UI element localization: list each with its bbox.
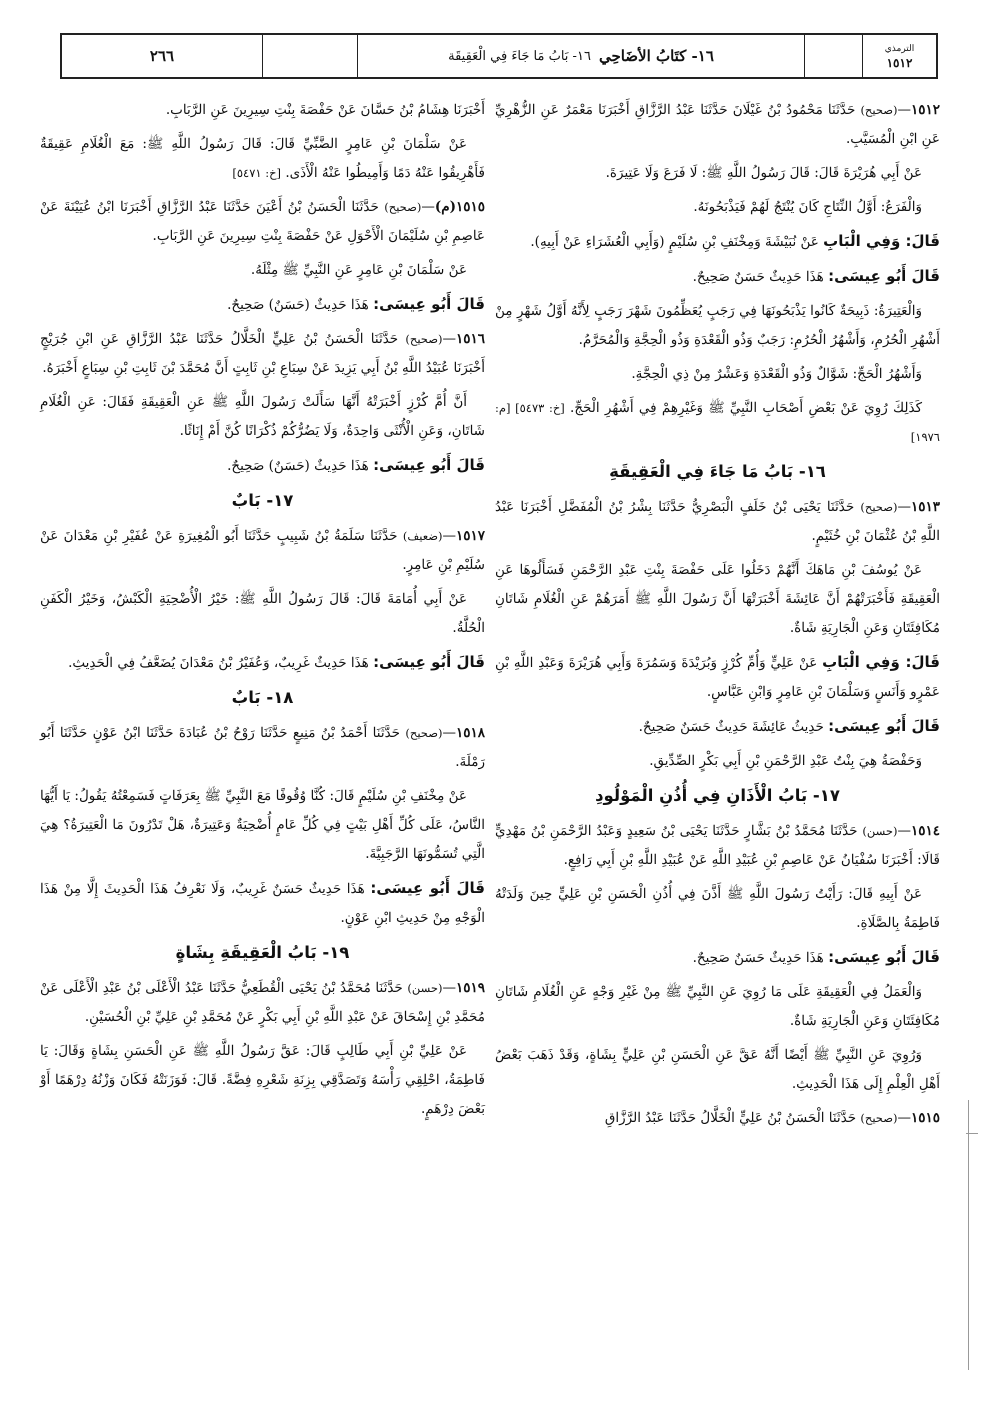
page-number: ٢٦٦: [149, 47, 175, 65]
header-empty-cell: [804, 35, 862, 77]
hadith-text: عَنْ سَلْمَانَ بْنِ عَامِرٍ الضَّبِّيِّ قَالَ: قَالَ رَسُولُ اللَّهِ ﷺ: مَعَ الْغُلَامِ عَقِيقَةٌ فَأَهْرِيقُوا عَنْهُ دَمًا وَأَمِيطُوا عَنْهُ الْأَذَى. [خ: ٥٤٧١]: [40, 136, 485, 181]
fil-bab: قَالَ: وَفِي الْبَابِ عَنْ عَلِيٍّ وَأُمِّ كُرْزٍ وَبُرَيْدَةَ وَسَمُرَةَ وَأَبِي هُرَيْرَةَ وَعَبْدِ اللَّهِ بْنِ عَمْرٍو وَأَنَسٍ وَسَلْمَانَ بْنِ عَامِرٍ وَابْنِ عَبَّاسٍ.: [495, 653, 940, 700]
commentary: وَالْعَمَلُ فِي الْعَقِيقَةِ عَلَى مَا رُوِيَ عَنِ النَّبِيِّ ﷺ مِنْ غَيْرِ وَجْهٍ عَنِ الْغُلَامِ شَاتَانِ مُكَافِئَتَانِ وَعَنِ الْجَارِيَةِ شَاةٌ.: [495, 984, 940, 1029]
chapter-heading-17: ١٧- بَابُ الْأَذَانِ فِي أُذُنِ الْمَوْلُودِ: [595, 786, 840, 805]
hadith-text: أَنَّ أُمَّ كُرْزٍ أَخْبَرَتْهُ أَنَّهَا سَأَلَتْ رَسُولَ اللَّهِ ﷺ عَنِ الْعَقِيقَةِ فَقَالَ: عَنِ الْغُلَامِ شَاتَانِ، وَعَنِ الْأُنْثَى وَاحِدَةٌ، وَلَا يَضُرُّكُمْ ذُكْرَانًا كُنَّ أَمْ إِنَاثًا.: [40, 394, 485, 439]
hadith-1515m: ١٥١٥(م)—(صحيح) حَدَّثَنَا الْحَسَنُ بْنُ أَعْيَنَ حَدَّثَنَا عَبْدُ الرَّزَّاقِ أَخْبَرَنَا ابْنُ عُيَيْنَةَ عَنْ عَاصِمِ بْنِ سُلَيْمَانَ الْأَحْوَلِ عَنْ حَفْصَةَ بِنْتِ سِيرِينَ عَنِ الرَّبَابِ.: [40, 199, 485, 244]
abu-isa-note: قَالَ أَبُو عِيسَى: هَذَا حَدِيثٌ حَسَنٌ صَحِيحٌ.: [692, 948, 940, 966]
hadith-text: عَنْ أَبِيهِ قَالَ: رَأَيْتُ رَسُولَ اللَّهِ ﷺ أَذَّنَ فِي أُذُنِ الْحَسَنِ بْنِ عَلِيٍّ حِينَ وَلَدَتْهُ فَاطِمَةُ بِالصَّلَاةِ.: [495, 886, 940, 931]
book-name: الترمذي: [884, 44, 915, 54]
chapter-heading-17b: ١٧- بَابٌ: [231, 491, 294, 510]
commentary: وَالْعَتِيرَةُ: ذَبِيحَةٌ كَانُوا يَذْبَحُونَهَا فِي رَجَبٍ يُعَظِّمُونَ شَهْرَ رَجَبٍ لِأَنَّهُ أَوَّلُ شَهْرٍ مِنْ أَشْهُرِ الْحُرُمِ، وَأَشْهُرُ الْحُرُمِ: رَجَبٌ وَذُو الْقَعْدَةِ وَذُو الْحِجَّةِ وَالْمُحَرَّمُ.: [495, 303, 940, 348]
chapter-heading-18: ١٨- بَابٌ: [231, 688, 294, 707]
book-ref-cell: [862, 35, 936, 77]
hadith-text: عَنْ سَلْمَانَ بْنِ عَامِرٍ عَنِ النَّبِيِّ ﷺ مِثْلَهُ.: [250, 262, 467, 278]
commentary: وَحَفْصَةُ هِيَ بِنْتُ عَبْدِ الرَّحْمَنِ بْنِ أَبِي بَكْرٍ الصِّدِّيقِ.: [649, 753, 922, 769]
abu-isa-note: قَالَ أَبُو عِيسَى: حَدِيثُ عَائِشَةَ حَدِيثٌ حَسَنٌ صَحِيحٌ.: [638, 717, 940, 735]
reference: [خ: ٥٤٧٣] [م: ١٩٧٦]: [495, 401, 940, 444]
margin-rule: [968, 1100, 969, 1370]
abu-isa-note: قَالَ أَبُو عِيسَى: هَذَا حَدِيثٌ حَسَنٌ غَرِيبٌ، وَلَا نَعْرِفُ هَذَا الْحَدِيثَ إِلَّا مِنْ هَذَا الْوَجْهِ مِنْ حَدِيثِ ابْنِ عَوْنٍ.: [40, 879, 485, 926]
chapter-heading-19: ١٩- بَابُ الْعَقِيقَةِ بِشَاةٍ: [175, 943, 350, 962]
hadith-text: عَنْ مِخْنَفِ بْنِ سُلَيْمٍ قَالَ: كُنَّا وُقُوفًا مَعَ النَّبِيِّ ﷺ بِعَرَفَاتٍ فَسَمِعْتُهُ يَقُولُ: يَا أَيُّهَا النَّاسُ، عَلَى كُلِّ أَهْلِ بَيْتٍ فِي كُلِّ عَامٍ أُضْحِيَةٌ وَعَتِيرَةٌ، هَلْ تَدْرُونَ مَا الْعَتِيرَةُ؟ هِيَ الَّتِي تُسَمُّونَهَا الرَّجَبِيَّةَ.: [40, 788, 485, 862]
hadith-continuation: أَخْبَرَنَا هِشَامُ بْنُ حَسَّانَ عَنْ حَفْصَةَ بِنْتِ سِيرِينَ عَنِ الرَّبَابِ.: [165, 102, 485, 118]
hadith-text: عَنْ أَبِي هُرَيْرَةَ قَالَ: قَالَ رَسُولُ اللَّهِ ﷺ: لَا فَرَعَ وَلَا عَتِيرَةَ.: [605, 165, 922, 181]
hadith-1518: ١٥١٨—(صحيح) حَدَّثَنَا أَحْمَدُ بْنُ مَنِيعٍ حَدَّثَنَا رَوْحُ بْنُ عُبَادَةَ حَدَّثَنَا ابْنُ عَوْنٍ حَدَّثَنَا أَبُو رَمْلَةَ.: [40, 725, 485, 770]
hadith-text: عَنْ عَلِيِّ بْنِ أَبِي طَالِبٍ قَالَ: عَقَّ رَسُولُ اللَّهِ ﷺ عَنِ الْحَسَنِ بِشَاةٍ وَقَالَ: يَا فَاطِمَةُ، احْلِقِي رَأْسَهُ وَتَصَدَّقِي بِزِنَةِ شَعْرِهِ فِضَّةً. قَالَ: فَوَزَنَتْهُ فَكَانَ وَزْنُهُ دِرْهَمًا أَوْ بَعْضَ دِرْهَمٍ.: [40, 1043, 485, 1117]
book-hadith-number: ١٥١٢: [886, 56, 913, 70]
hadith-text: عَنْ يُوسُفَ بْنِ مَاهَكَ أَنَّهُمْ دَخَلُوا عَلَى حَفْصَةَ بِنْتِ عَبْدِ الرَّحْمَنِ فَسَأَلُوهَا عَنِ الْعَقِيقَةِ فَأَخْبَرَتْهُمْ أَنَّ عَائِشَةَ أَخْبَرَتْهَا أَنَّ رَسُولَ اللَّهِ ﷺ أَمَرَهُمْ عَنِ الْغُلَامِ شَاتَانِ مُكَافِئَتَانِ وَعَنِ الْجَارِيَةِ شَاةٌ.: [495, 562, 940, 636]
header-book-title: ١٦- كتَابُ الأضَاحِي: [598, 47, 714, 65]
hadith-1512: ١٥١٢—(صحيح) حَدَّثَنَا مَحْمُودُ بْنُ غَيْلَانَ حَدَّثَنَا عَبْدُ الرَّزَّاقِ أَخْبَرَنَا مَعْمَرٌ عَنِ الزُّهْرِيِّ عَنِ ابْنِ الْمُسَيَّبِ.: [495, 102, 941, 147]
header-title-cell: [357, 35, 804, 77]
reference: [خ: ٥٤٧١]: [232, 166, 282, 180]
abu-isa-note: قَالَ أَبُو عِيسَى: هَذَا حَدِيثٌ (حَسَنٌ) صَحِيحٌ.: [227, 295, 485, 313]
page-header: [60, 33, 938, 79]
hadith-1513: ١٥١٣—(صحيح) حَدَّثَنَا يَحْيَى بْنُ خَلَفٍ الْبَصْرِيُّ حَدَّثَنَا بِشْرُ بْنُ الْمُفَضَّلِ أَخْبَرَنَا عَبْدُ اللَّهِ بْنُ عُثْمَانَ بْنِ خُثَيْمٍ.: [495, 499, 940, 544]
commentary: كَذَلِكَ رُوِيَ عَنْ بَعْضِ أَصْحَابِ النَّبِيِّ ﷺ وَغَيْرِهِمْ فِي أَشْهُرِ الْحَجِّ. [خ: ٥٤٧٣] [م: ١٩٧٦]: [495, 400, 940, 444]
header-chapter-title: ١٦- بَابُ مَا جَاءَ فِي الْعَقِيقَة: [448, 48, 591, 64]
commentary: وَأَشْهُرُ الْحَجِّ: شَوَّالٌ وَذُو الْقَعْدَةِ وَعَشْرٌ مِنْ ذِي الْحِجَّةِ.: [631, 366, 922, 382]
hadith-1519: ١٥١٩—(حسن) حَدَّثَنَا مُحَمَّدُ بْنُ يَحْيَى الْقُطَعِيُّ حَدَّثَنَا عَبْدُ الْأَعْلَى بْنُ عَبْدِ الْأَعْلَى عَنْ مُحَمَّدِ بْنِ إِسْحَاقَ عَنْ عَبْدِ اللَّهِ بْنِ أَبِي بَكْرٍ عَنْ مُحَمَّدِ بْنِ عَلِيِّ بْنِ الْحُسَيْنِ.: [40, 980, 486, 1025]
left-column: [40, 96, 485, 1129]
commentary: وَرُوِيَ عَنِ النَّبِيِّ ﷺ أَيْضًا أَنَّهُ عَقَّ عَنِ الْحَسَنِ بْنِ عَلِيٍّ بِشَاةٍ، وَقَدْ ذَهَبَ بَعْضُ أَهْلِ الْعِلْمِ إِلَى هَذَا الْحَدِيثِ.: [495, 1047, 940, 1092]
abu-isa-note: قَالَ أَبُو عِيسَى: هَذَا حَدِيثٌ (حَسَنٌ) صَحِيحٌ.: [227, 456, 485, 474]
hadith-text: عَنْ أَبِي أُمَامَةَ قَالَ: قَالَ رَسُولُ اللَّهِ ﷺ: خَيْرُ الْأُضْحِيَةِ الْكَبْشُ، وَخَيْرُ الْكَفَنِ الْحُلَّةُ.: [40, 591, 485, 636]
chapter-heading-16: ١٦- بَابُ مَا جَاءَ فِي الْعَقِيقَةِ: [609, 462, 826, 481]
hadith-1514: ١٥١٤—(حسن) حَدَّثَنَا مُحَمَّدُ بْنُ بَشَّارٍ حَدَّثَنَا يَحْيَى بْنُ سَعِيدٍ وَعَبْدُ الرَّحْمَنِ بْنُ مَهْدِيٍّ قَالَا: أَخْبَرَنَا سُفْيَانُ عَنْ عَاصِمِ بْنِ عُبَيْدِ اللَّهِ عَنْ عُبَيْدِ اللَّهِ بْنِ أَبِي رَافِعٍ.: [495, 823, 940, 868]
right-column: [495, 96, 940, 1138]
fil-bab: قَالَ: وَفِي الْبَابِ عَنْ نُبَيْشَةَ وَمِخْنَفِ بْنِ سُلَيْمٍ (وَأَبِي الْعُشَرَاءِ عَنْ أَبِيهِ).: [530, 232, 940, 250]
abu-isa-note: قَالَ أَبُو عِيسَى: هَذَا حَدِيثٌ حَسَنٌ صَحِيحٌ.: [692, 267, 940, 285]
hadith-1515: ١٥١٥—(صحيح) حَدَّثَنَا الْحَسَنُ بْنُ عَلِيٍّ الْخَلَّالُ حَدَّثَنَا عَبْدُ الرَّزَّاقِ: [604, 1110, 940, 1126]
abu-isa-note: قَالَ أَبُو عِيسَى: هَذَا حَدِيثٌ غَرِيبٌ، وَعُفَيْرُ بْنُ مَعْدَانَ يُضَعَّفُ فِي الْحَدِيثِ.: [68, 653, 485, 671]
commentary: وَالْفَرَعُ: أَوَّلُ النِّتَاجِ كَانَ يُنْتَجُ لَهُمْ فَيَذْبَحُونَهُ.: [693, 199, 922, 215]
margin-tick: [966, 1133, 978, 1134]
hadith-1516: ١٥١٦—(صحيح) حَدَّثَنَا الْحَسَنُ بْنُ عَلِيٍّ الْخَلَّالُ حَدَّثَنَا عَبْدُ الرَّزَّاقِ عَنِ ابْنِ جُرَيْجٍ أَخْبَرَنَا عُبَيْدُ اللَّهِ بْنُ أَبِي يَزِيدَ عَنْ سِبَاعِ بْنِ ثَابِتٍ أَنَّ مُحَمَّدَ بْنَ ثَابِتِ بْنِ سِبَاعٍ أَخْبَرَهُ.: [40, 331, 485, 376]
hadith-1517: ١٥١٧—(ضعيف) حَدَّثَنَا سَلَمَةُ بْنُ شَبِيبٍ حَدَّثَنَا أَبُو الْمُغِيرَةِ عَنْ عُفَيْرِ بْنِ مَعْدَانَ عَنْ سُلَيْمِ بْنِ عَامِرٍ.: [40, 528, 486, 573]
header-empty-cell-2: [262, 35, 357, 77]
